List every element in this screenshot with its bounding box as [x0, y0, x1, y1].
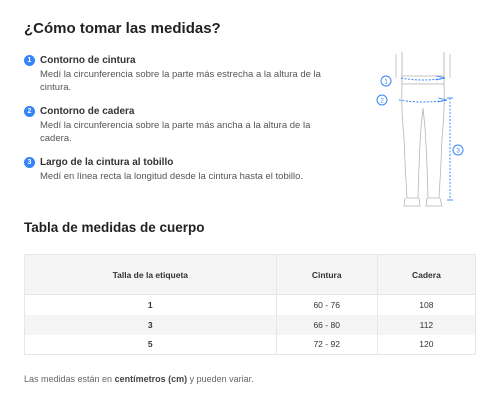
footnote-text-end: y pueden variar.	[187, 374, 254, 384]
table-header-row	[25, 255, 476, 295]
marker-1	[381, 76, 391, 86]
step-number-badge: 2	[24, 106, 35, 117]
table-row	[25, 335, 476, 355]
marker-3	[453, 145, 463, 155]
step-description: Medí la circunferencia sobre la parte más ancha a la altura de la cadera.	[40, 120, 311, 144]
size-cell: 1	[25, 295, 277, 315]
footnote-units: centímetros (cm)	[114, 374, 188, 384]
column-header-hip: Cadera	[377, 255, 475, 295]
step-hip	[24, 105, 334, 145]
waist-cell: 60 - 76	[276, 295, 377, 315]
body-figure-illustration	[374, 48, 474, 218]
pants-figure-icon	[374, 48, 474, 218]
step-waist	[24, 54, 334, 94]
step-number-badge: 1	[24, 55, 35, 66]
waist-cell: 66 - 80	[276, 315, 377, 335]
table-row	[25, 295, 476, 315]
table-title: Tabla de medidas de cuerpo	[24, 220, 205, 235]
step-title: Contorno de cadera	[40, 106, 135, 117]
column-header-size: Talla de la etiqueta	[25, 255, 277, 295]
measurement-steps	[24, 54, 334, 195]
marker-2	[377, 95, 387, 105]
size-cell: 5	[25, 335, 277, 355]
step-number-badge: 3	[24, 157, 35, 168]
units-footnote	[24, 374, 254, 384]
svg-text:2: 2	[380, 97, 384, 105]
hip-cell: 112	[377, 315, 475, 335]
footnote-text: Las medidas están en	[24, 374, 115, 384]
hip-cell: 108	[377, 295, 475, 315]
size-table	[24, 254, 476, 355]
waist-cell: 72 - 92	[276, 335, 377, 355]
column-header-waist: Cintura	[276, 255, 377, 295]
svg-text:3: 3	[456, 147, 460, 155]
step-description: Medí en línea recta la longitud desde la cintura hasta el tobillo.	[40, 171, 303, 182]
svg-text:1: 1	[384, 78, 388, 86]
step-title: Contorno de cintura	[40, 55, 136, 66]
step-title: Largo de la cintura al tobillo	[40, 157, 174, 168]
step-description: Medí la circunferencia sobre la parte más estrecha a la altura de la cintura.	[40, 69, 321, 93]
hip-cell: 120	[377, 335, 475, 355]
size-cell: 3	[25, 315, 277, 335]
table-row	[25, 315, 476, 335]
step-length	[24, 156, 334, 184]
page-title: ¿Cómo tomar las medidas?	[24, 20, 221, 37]
